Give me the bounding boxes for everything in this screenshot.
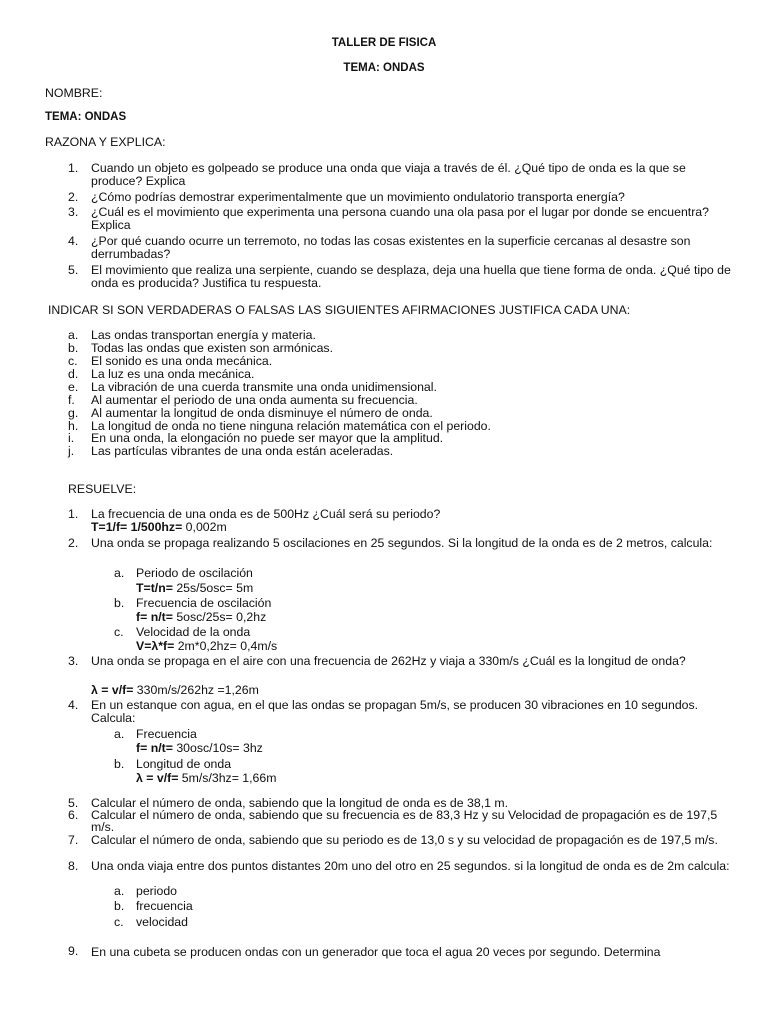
list-item-letter: e. (68, 380, 79, 394)
sub-item: Longitud de onda (136, 757, 232, 771)
problem-number: 8. (68, 859, 79, 873)
answer-result: 5m/s/3hz= 1,66m (178, 771, 277, 785)
sub-answer (136, 742, 263, 755)
razona-heading: RAZONA Y EXPLICA: (45, 135, 166, 149)
problem-statement: En una cubeta se producen ondas con un generador que toca el agua 20 veces por segundo. Determina (91, 945, 661, 959)
problem-statement: Calcular el número de onda, sabiendo que su frecuencia es de 83,3 Hz y su Velocidad de propagación es de 197,5 m/s. (91, 808, 718, 834)
sub-answer (136, 582, 253, 595)
resuelve-heading: RESUELVE: (68, 482, 137, 496)
answer-result: 2m*0,2hz= 0,4m/s (174, 639, 278, 653)
sub-answer (136, 772, 276, 785)
list-item-letter: j. (68, 444, 75, 458)
answer-formula: λ = v/f= (136, 771, 179, 785)
tema-label: TEMA: ONDAS (45, 111, 127, 123)
list-item-number: 5. (68, 263, 79, 277)
list-item: La luz es una onda mecánica. (91, 367, 255, 381)
list-item-number: 3. (68, 205, 79, 219)
list-item-letter: i. (68, 431, 75, 445)
answer-formula: T=1/f= 1/500hz= (91, 520, 183, 534)
sub-item-letter: a. (114, 727, 125, 741)
problem-statement: La frecuencia de una onda es de 500Hz ¿Cuál será su periodo? (91, 507, 441, 521)
sub-answer (136, 640, 277, 653)
problem-statement: Una onda se propaga realizando 5 oscilaciones en 25 segundos. Si la longitud de la onda es de 2 metros, calcula: (91, 536, 713, 550)
nombre-label: NOMBRE: (45, 86, 103, 100)
problem-number: 1. (68, 507, 79, 521)
problem-statement: Una onda viaja entre dos puntos distantes 20m uno del otro en 25 segundos. si la longitud de onda es de 2m calcula: (91, 859, 730, 873)
list-item-letter: a. (68, 328, 79, 342)
list-item-number: 4. (68, 234, 79, 248)
answer-formula: λ = v/f= (91, 683, 134, 697)
list-item: En una onda, la elongación no puede ser mayor que la amplitud. (91, 431, 444, 445)
list-item: El movimiento que realiza una serpiente, cuando se desplaza, deja una huella que tiene forma de onda. ¿Qué tipo de onda es producida? Justifica tu respuesta. (91, 263, 731, 290)
list-item: ¿Por qué cuando ocurre un terremoto, no todas las cosas existentes en la superficie cercanas al desastre son derrumbadas? (91, 234, 691, 261)
sub-item: Frecuencia (136, 727, 197, 741)
list-item-letter: d. (68, 367, 79, 381)
answer-result: 330m/s/262hz =1,26m (133, 683, 259, 697)
problem-number: 6. (68, 808, 79, 822)
sub-item-letter: c. (114, 915, 124, 929)
answer-result: 5osc/25s= 0,2hz (172, 610, 267, 624)
list-item: ¿Cómo podrías demostrar experimentalmente que un movimiento ondulatorio transporta energía? (91, 190, 625, 204)
problem-number: 3. (68, 654, 79, 668)
problem-answer (91, 521, 227, 534)
answer-formula: T=t/n= (136, 581, 173, 595)
list-item: La longitud de onda no tiene ninguna relación matemática con el periodo. (91, 419, 491, 433)
sub-item-letter: b. (114, 596, 125, 610)
list-item-letter: b. (68, 341, 79, 355)
answer-formula: f= n/t= (136, 741, 173, 755)
list-item-letter: g. (68, 406, 79, 420)
list-item: Todas las ondas que existen son armónicas. (91, 341, 333, 355)
sub-item: Periodo de oscilación (136, 566, 253, 580)
problem-statement: Calcular el número de onda, sabiendo que su periodo es de 13,0 s y su velocidad de propagación es de 197,5 m/s. (91, 833, 718, 847)
sub-item: Frecuencia de oscilación (136, 596, 272, 610)
sub-answer (136, 611, 266, 624)
answer-result: 25s/5osc= 5m (172, 581, 254, 595)
sub-item: periodo (136, 884, 178, 898)
problem-statement: En un estanque con agua, en el que las ondas se propagan 5m/s, se producen 30 vibraciones en 10 segundos. Calcula: (91, 698, 699, 725)
list-item: ¿Cuál es el movimiento que experimenta una persona cuando una ola pasa por el lugar por donde se encuentra? Explica (91, 205, 709, 232)
sub-item-letter: a. (114, 884, 125, 898)
sub-item-letter: a. (114, 566, 125, 580)
problem-number: 9. (68, 944, 79, 958)
document-subtitle: TEMA: ONDAS (343, 62, 425, 74)
list-item-number: 1. (68, 161, 79, 175)
answer-formula: f= n/t= (136, 610, 173, 624)
answer-result: 0,002m (182, 520, 227, 534)
sub-item: velocidad (136, 915, 188, 929)
sub-item-letter: c. (114, 625, 124, 639)
problem-statement: Calcular el número de onda, sabiendo que la longitud de onda es de 38,1 m. (91, 796, 509, 810)
list-item: Al aumentar el periodo de una onda aumenta su frecuencia. (91, 393, 418, 407)
problem-answer (91, 684, 259, 697)
sub-item-letter: b. (114, 899, 125, 913)
list-item-letter: f. (68, 393, 75, 407)
sub-item-letter: b. (114, 757, 125, 771)
problem-number: 4. (68, 698, 79, 712)
problem-statement: Una onda se propaga en el aire con una frecuencia de 262Hz y viaja a 330m/s ¿Cuál es la longitud de onda? (91, 654, 686, 668)
answer-result: 30osc/10s= 3hz (172, 741, 263, 755)
list-item-letter: c. (68, 354, 78, 368)
problem-number: 2. (68, 536, 79, 550)
indicar-heading: INDICAR SI SON VERDADERAS O FALSAS LAS SIGUIENTES AFIRMACIONES JUSTIFICA CADA UNA: (48, 303, 631, 317)
list-item: Las partículas vibrantes de una onda están aceleradas. (91, 444, 394, 458)
document-title: TALLER DE FISICA (331, 37, 437, 49)
sub-item: frecuencia (136, 899, 193, 913)
sub-item: Velocidad de la onda (136, 625, 251, 639)
answer-formula: V=λ*f= (136, 639, 175, 653)
problem-number: 5. (68, 796, 79, 810)
list-item-letter: h. (68, 419, 79, 433)
list-item: Al aumentar la longitud de onda disminuye el número de onda. (91, 406, 433, 420)
list-item: La vibración de una cuerda transmite una onda unidimensional. (91, 380, 437, 394)
list-item: El sonido es una onda mecánica. (91, 354, 273, 368)
problem-number: 7. (68, 833, 79, 847)
list-item: Cuando un objeto es golpeado se produce una onda que viaja a través de él. ¿Qué tipo de onda es la que se produce? Explica (91, 161, 686, 188)
list-item: Las ondas transportan energía y materia. (91, 328, 316, 342)
list-item-number: 2. (68, 190, 79, 204)
